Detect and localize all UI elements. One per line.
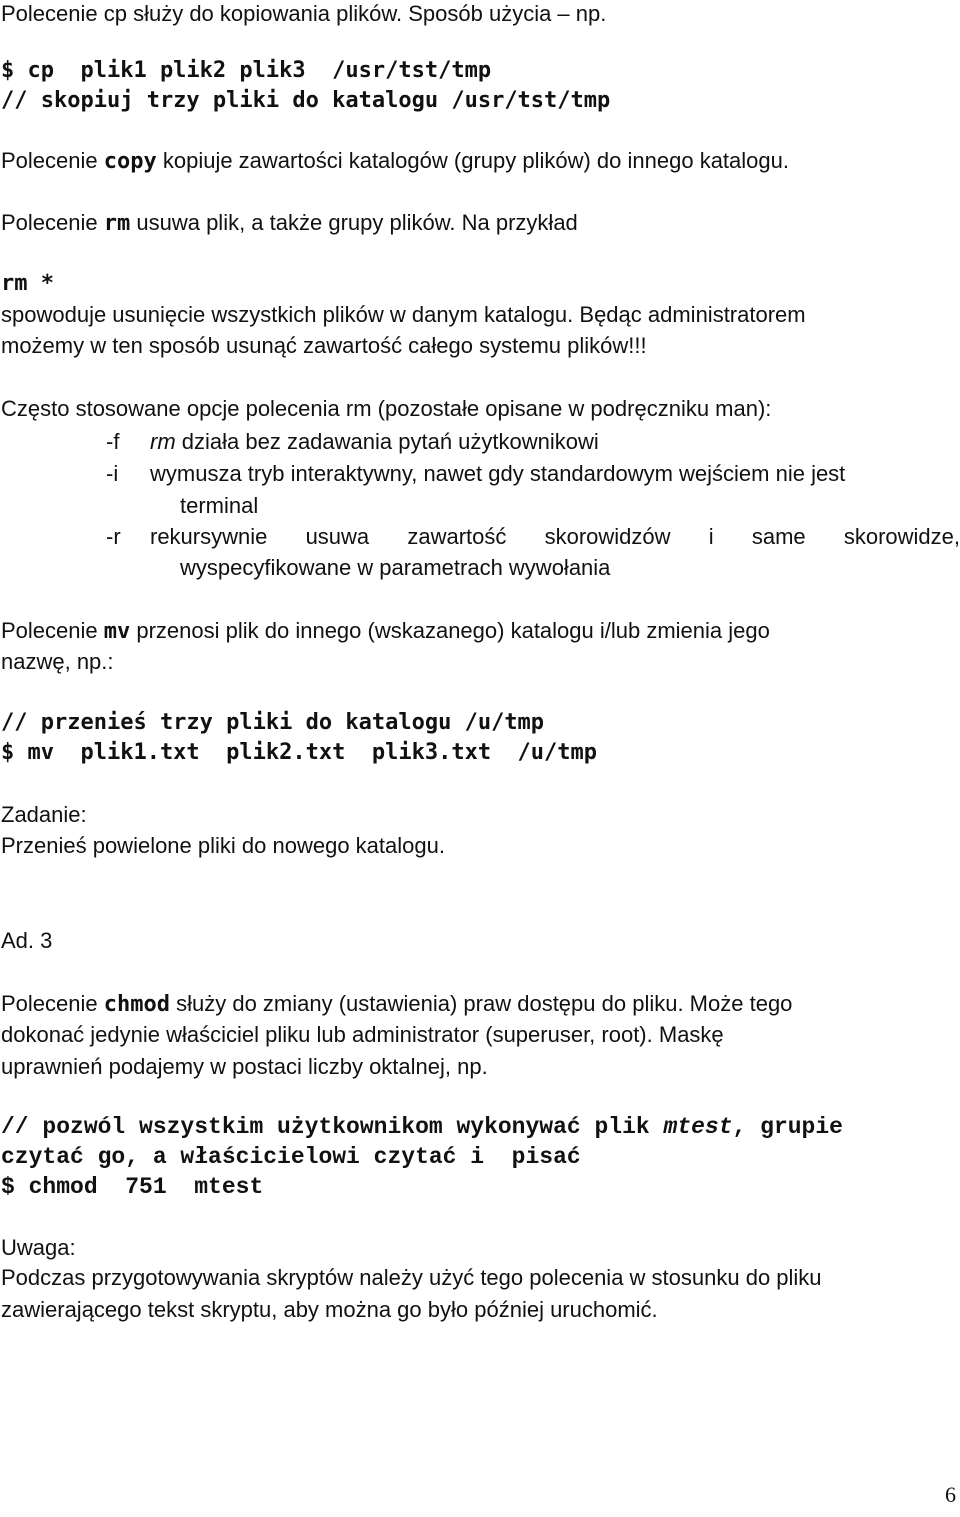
rm-desc-line1: spowoduje usunięcie wszystkich plików w danym katalogu. Będąc administratorem [1, 302, 806, 327]
note-label: Uwaga: [1, 1235, 76, 1260]
mv-post: przenosi plik do innego (wskazanego) katalogu i/lub zmienia jego [130, 618, 770, 643]
task-label: Zadanie: [1, 802, 87, 827]
chmod-example-command: $ chmod 751 mtest [1, 1174, 264, 1200]
mv-paragraph [1, 615, 770, 647]
section-heading: Ad. 3 [1, 928, 53, 953]
option-f-cmd: rm [150, 429, 176, 454]
mv-pre: Polecenie [1, 618, 104, 643]
option-flag-f: -f [106, 429, 120, 454]
chmod-paragraph [1, 988, 792, 1020]
note-line2: zawierającego tekst skryptu, aby można go było później uruchomić. [1, 1297, 658, 1322]
copy-pre: Polecenie [1, 148, 104, 173]
rm-command: rm [103, 211, 131, 236]
page-number: 6 [945, 1482, 956, 1507]
chmod-comment-c: , grupie [732, 1114, 843, 1140]
cp-example-comment: // skopiuj trzy pliki do katalogu /usr/tst/tmp [1, 88, 611, 113]
chmod-line2: dokonać jedynie właściciel pliku lub administrator (superuser, root). Maskę [1, 1022, 724, 1047]
mv-command: mv [103, 619, 131, 644]
chmod-example-comment-cont: czytać go, a właścicielowi czytać i pisać [1, 1144, 581, 1170]
copy-paragraph [1, 145, 789, 177]
rm-post: usuwa plik, a także grupy plików. Na przykład [130, 210, 578, 235]
rm-pre: Polecenie [1, 210, 104, 235]
option-cont-i: terminal [180, 493, 259, 518]
chmod-command: chmod [103, 992, 170, 1017]
rm-example: rm * [1, 271, 54, 296]
chmod-post: służy do zmiany (ustawienia) praw dostępu do pliku. Może tego [169, 991, 793, 1016]
option-text-f [150, 426, 599, 457]
option-flag-i: -i [106, 461, 119, 486]
chmod-comment-file: mtest [663, 1114, 733, 1140]
chmod-example-comment [1, 1112, 843, 1143]
options-intro: Często stosowane opcje polecenia rm (pozostałe opisane w podręczniku man): [1, 396, 772, 421]
note-line1: Podczas przygotowywania skryptów należy użyć tego polecenia w stosunku do pliku [1, 1265, 822, 1290]
option-text-r: rekursywnie usuwa zawartość skorowidzów i same skorowidze, [150, 524, 960, 549]
cp-example-command: $ cp plik1 plik2 plik3 /usr/tst/tmp [1, 58, 492, 83]
chmod-line3: uprawnień podajemy w postaci liczby oktalnej, np. [1, 1054, 488, 1079]
option-flag-r: -r [106, 524, 121, 549]
cp-intro: Polecenie cp służy do kopiowania plików. Sposób użycia – np. [1, 1, 607, 26]
option-f-desc: działa bez zadawania pytań użytkownikowi [175, 429, 599, 454]
task-text: Przenieś powielone pliki do nowego katalogu. [1, 833, 445, 858]
rm-paragraph [1, 207, 578, 239]
option-text-i: wymusza tryb interaktywny, nawet gdy standardowym wejściem nie jest [150, 461, 846, 486]
chmod-pre: Polecenie [1, 991, 104, 1016]
mv-example-comment: // przenieś trzy pliki do katalogu /u/tmp [1, 710, 545, 735]
option-cont-r: wyspecyfikowane w parametrach wywołania [180, 555, 611, 580]
chmod-comment-a: // pozwól wszystkim użytkownikom wykonywać plik [1, 1114, 664, 1140]
mv-example-command: $ mv plik1.txt plik2.txt plik3.txt /u/tmp [1, 740, 598, 765]
rm-desc-line2: możemy w ten sposób usunąć zawartość całego systemu plików!!! [1, 333, 647, 358]
copy-post: kopiuje zawartości katalogów (grupy plików) do innego katalogu. [156, 148, 789, 173]
mv-line2: nazwę, np.: [1, 649, 114, 674]
copy-command: copy [103, 149, 157, 174]
